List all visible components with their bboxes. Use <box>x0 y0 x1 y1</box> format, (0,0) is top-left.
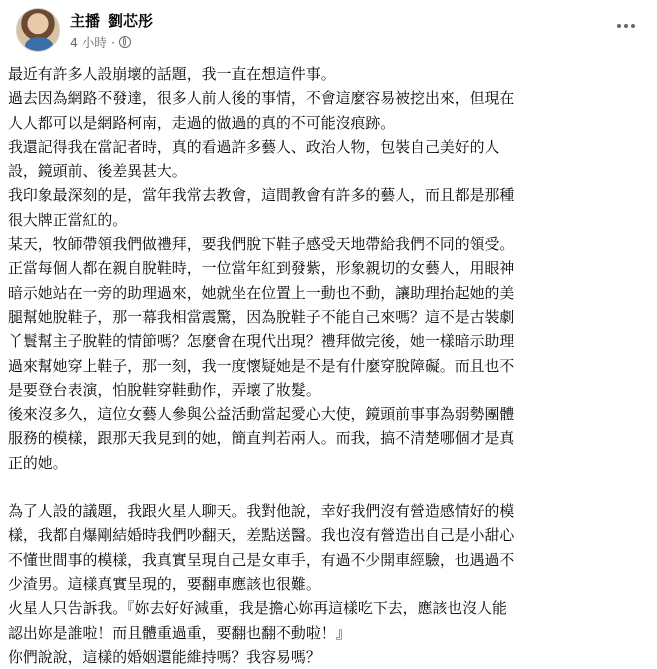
post-header <box>16 8 641 56</box>
post-paragraph: 最近有許多人設崩壞的話題，我一直在想這件事。 <box>8 65 336 83</box>
post-paragraph: 某天，牧師帶領我們做禮拜，要我們脫下鞋子感受天地帶給我們不同的領受。 正當每個人都在親自脫鞋時，一位當年紅到發紫，形象親切的女藝人，用眼神 暗示她站在一旁的助理過來，她就坐在位置上一動也不動，讓助理抬起她的美 腿幫她脫鞋子，那一幕我相當震驚，因為脫鞋子不能自己來嗎？這不是古裝劇 丫鬟幫主子脫鞋的情節嗎？怎麼會在現代出現？禮拜做完後，她一樣暗示助理 過來幫她穿上鞋子，那一刻，我一度懷疑她是不是有什麼穿脫障礙。而且也不 是要登台表演，怕脫鞋穿鞋動作，弄壞了妝髮。 <box>8 235 515 399</box>
post-body <box>8 62 649 669</box>
post-paragraph: 火星人只告訴我。『妳去好好減重，我是擔心妳再這樣吃下去，應該也沒人能 認出妳是誰啦！而且體重過重，要翻也翻不動啦！』 <box>8 599 507 642</box>
post-paragraph: 為了人設的議題，我跟火星人聊天。我對他說，幸好我們沒有營造感情好的模 樣，我都自爆剛結婚時我們吵翻天，差點送醫。我也沒有營造出自己是小甜心 不懂世間事的模樣，我真實呈現自己是女車手，有過不少開車經驗，也遇過不 少渣男。這樣真實呈現的，要翻車應該也很難。 <box>8 502 515 593</box>
post-paragraph: 我還記得我在當記者時，真的看過許多藝人、政治人物，包裝自己美好的人 設，鏡頭前、後差異甚大。 <box>8 137 500 181</box>
author-name[interactable] <box>70 10 161 31</box>
post-paragraph: 後來沒多久，這位女藝人參與公益活動當起愛心大使，鏡頭前事事為弱勢團體 服務的模樣，跟那天我見到的她，簡直判若兩人。而我，搞不清楚哪個才是真 正的她。 <box>8 405 515 472</box>
separator-dot: · <box>110 34 115 50</box>
more-dot-icon <box>624 24 628 28</box>
author-name-text: 劉芯彤 <box>108 12 154 30</box>
timestamp[interactable]: 4 小時 <box>70 35 107 50</box>
author-prefix: 主播 <box>70 12 101 30</box>
globe-icon[interactable] <box>119 36 131 48</box>
more-dot-icon <box>631 24 635 28</box>
post-paragraph: 過去因為網路不發達，很多人前人後的事情，不會這麼容易被挖出來，但現在 人人都可以是網路柯南，走過的做過的真的不可能沒痕跡。 <box>8 89 515 132</box>
more-dot-icon <box>617 24 621 28</box>
avatar[interactable] <box>16 8 60 52</box>
post-paragraph: 我印象最深刻的是，當年我常去教會，這間教會有許多的藝人，而且都是那種 很大牌正當紅的。 <box>8 186 515 229</box>
paragraph-gap <box>8 475 649 499</box>
more-options-button[interactable] <box>611 14 641 38</box>
post-meta <box>70 33 131 51</box>
post-paragraph: 你們說說，這樣的婚姻還能維持嗎？我容易嗎？ <box>8 647 321 666</box>
